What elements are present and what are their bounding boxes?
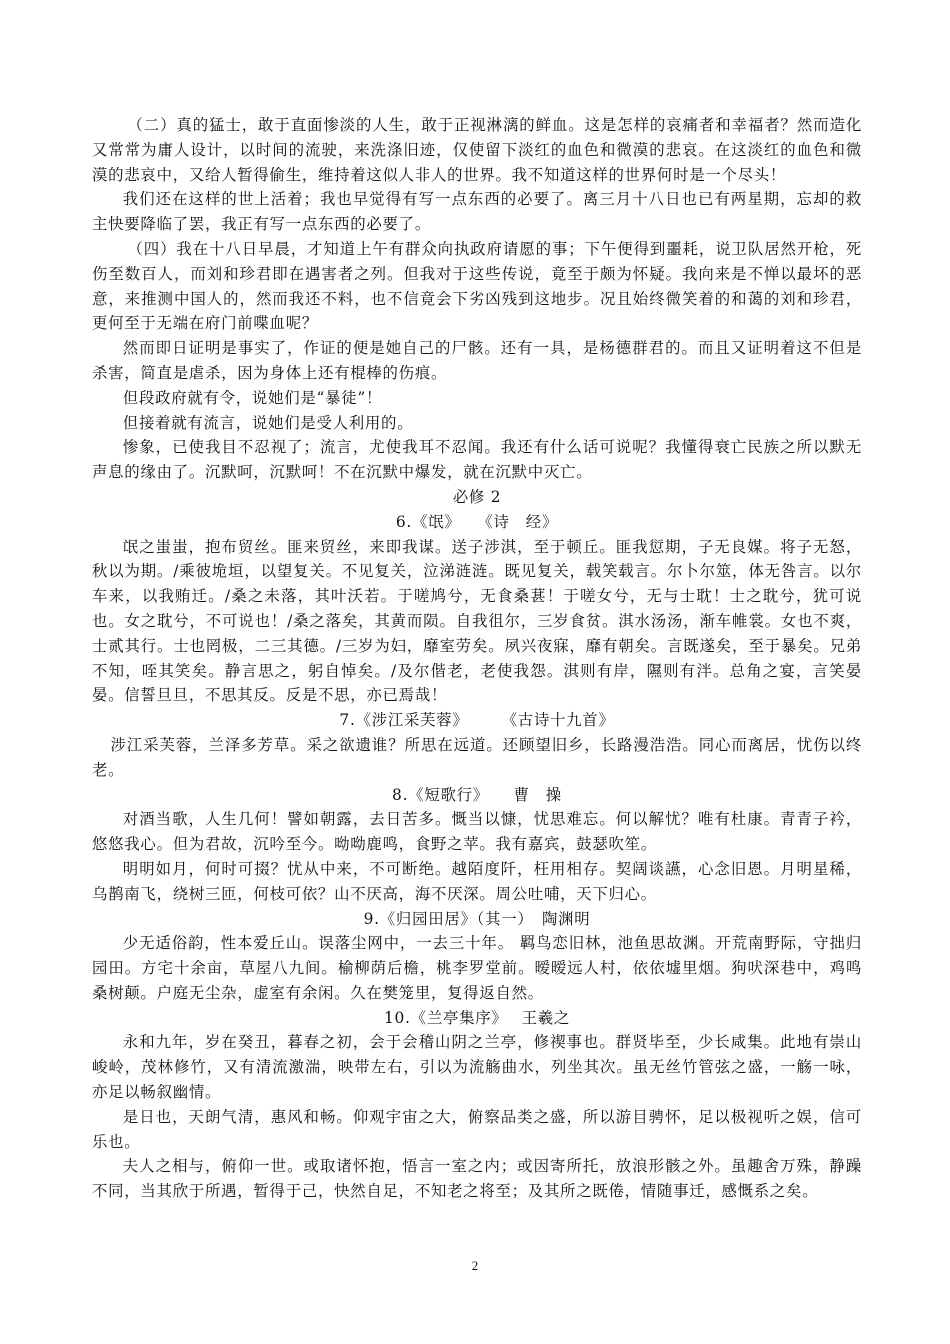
paragraph-part-four: （四）我在十八日早晨，才知道上午有群众向执政府请愿的事；下午便得到噩耗，说卫队居然开枪，死伤至数百人，而刘和珍君即在遇害者之列。但我对于这些传说，竟至于颇为怀疑。我向来是不惮以最坏的恶意，来推测中国人的，然而我还不料，也不信竟会下劣凶残到这地步。况且始终微笑着的和蔼的刘和珍君，更何至于无端在府门前喋血呢？ [92,239,862,333]
paragraph: 但接着就有流言，说她们是受人利用的。 [122,413,414,432]
prose-text: 永和九年，岁在癸丑，暮春之初，会于会稽山阴之兰亭，修禊事也。群贤毕至，少长咸集。此地有崇山峻岭，茂林修竹，又有清流激湍，映带左右，引以为流觞曲水，列坐其次。虽无丝竹管弦之盛，一觞一咏，亦足以畅叙幽情。 [92,1033,862,1102]
paragraph: 但段政府就有令，说她们是“暴徒”！ [122,388,383,407]
prose-text: 是日也，天朗气清，惠风和畅。仰观宇宙之大，俯察品类之盛，所以游目骋怀，足以极视听之娱，信可乐也。 [92,1107,862,1151]
prose-text: 夫人之相与，俯仰一世。或取诸怀抱，悟言一室之内；或因寄所托，放浪形骸之外。虽趣舍万殊，静躁不同，当其欣于所遇，暂得于己，快然自足，不知老之将至；及其所之既倦，情随事迁，感慨系之矣。 [92,1157,862,1201]
work-heading-mang: 6.《氓》 《诗 经》 [395,512,559,531]
work-heading-duangexing: 8.《短歌行》 曹 操 [392,785,562,804]
page-number: 2 [471,1258,479,1273]
poem-text: 明明如月，何时可掇？忧从中来，不可断绝。越陌度阡，枉用相存。契阔谈讌，心念旧恩。月明星稀，乌鹊南飞，绕树三匝，何枝可依？山不厌高，海不厌深。周公吐哺，天下归心。 [92,859,862,903]
paragraph: 惨象，已使我目不忍视了；流言，尤使我耳不忍闻。我还有什么话可说呢？我懂得衰亡民族之所以默无声息的缘由了。沉默呵，沉默呵！不在沉默中爆发，就在沉默中灭亡。 [92,438,862,482]
paragraph: 我们还在这样的世上活着；我也早觉得有写一点东西的必要了。离三月十八日也已有两星期，忘却的救主快要降临了罢，我正有写一点东西的必要了。 [92,190,862,234]
poem-text: 少无适俗韵，性本爱丘山。误落尘网中，一去三十年。 羁鸟恋旧林，池鱼思故渊。开荒南野际，守拙归园田。方宅十余亩，草屋八九间。榆柳荫后檐，桃李罗堂前。暧暧远人村，依依墟里烟。狗吠深巷中，鸡鸣桑树颠。户庭无尘杂，虚室有余闲。久在樊笼里，复得返自然。 [92,934,862,1002]
document-body [92,113,862,1204]
work-heading-shejiang: 7.《涉江采芙蓉》 《古诗十九首》 [339,711,615,730]
work-heading-lantingjixu: 10.《兰亭集序》 王羲之 [383,1008,571,1027]
work-heading-guiyuantianju: 9.《归园田居》（其一） 陶渊明 [363,909,591,928]
paragraph: 然而即日证明是事实了，作证的便是她自己的尸骸。还有一具，是杨德群君的。而且又证明着这不但是杀害，简直是虐杀，因为身体上还有棍棒的伤痕。 [92,339,862,382]
section-title: 必修 2 [452,487,502,506]
poem-text: 对酒当歌，人生几何！譬如朝露，去日苦多。慨当以慷，忧思难忘。何以解忧？唯有杜康。青青子衿，悠悠我心。但为君故，沉吟至今。呦呦鹿鸣，食野之苹。我有嘉宾，鼓瑟吹笙。 [92,810,862,854]
paragraph-part-two: （二）真的猛士，敢于直面惨淡的人生，敢于正视淋漓的鲜血。这是怎样的哀痛者和幸福者？然而造化又常常为庸人设计，以时间的流驶，来洗涤旧迹，仅使留下淡红的血色和微漠的悲哀。在这淡红的血色和微漠的悲哀中，又给人暂得偷生，维持着这似人非人的世界。我不知道这样的世界何时是一个尽头！ [92,116,862,184]
poem-text: 氓之蚩蚩，抱布贸丝。匪来贸丝，来即我谋。送子涉淇，至于顿丘。匪我愆期，子无良媒。将子无怒，秋以为期。/乘彼垝垣，以望复关。不见复关，泣涕涟涟。既见复关，载笑载言。尔卜尔筮，体无咎言。以尔车来，以我贿迁。/桑之未落，其叶沃若。于嗟鸠兮，无食桑葚！于嗟女兮，无与士耽！士之耽兮，犹可说也。女之耽兮，不可说也！/桑之落矣，其黄而陨。自我徂尔，三岁食贫。淇水汤汤，渐车帷裳。女也不爽，士贰其行。士也罔极，二三其德。/三岁为妇，靡室劳矣。夙兴夜寐，靡有朝矣。言既遂矣，至于暴矣。兄弟不知，咥其笑矣。静言思之，躬自悼矣。/及尔偕老，老使我怨。淇则有岸，隰则有泮。总角之宴，言笑晏晏。信誓旦旦，不思其反。反是不思，亦已焉哉！ [92,537,862,705]
poem-text: 涉江采芙蓉，兰泽多芳草。采之欲遗谁？所思在远道。还顾望旧乡，长路漫浩浩。同心而离居，忧伤以终老。 [92,735,862,779]
